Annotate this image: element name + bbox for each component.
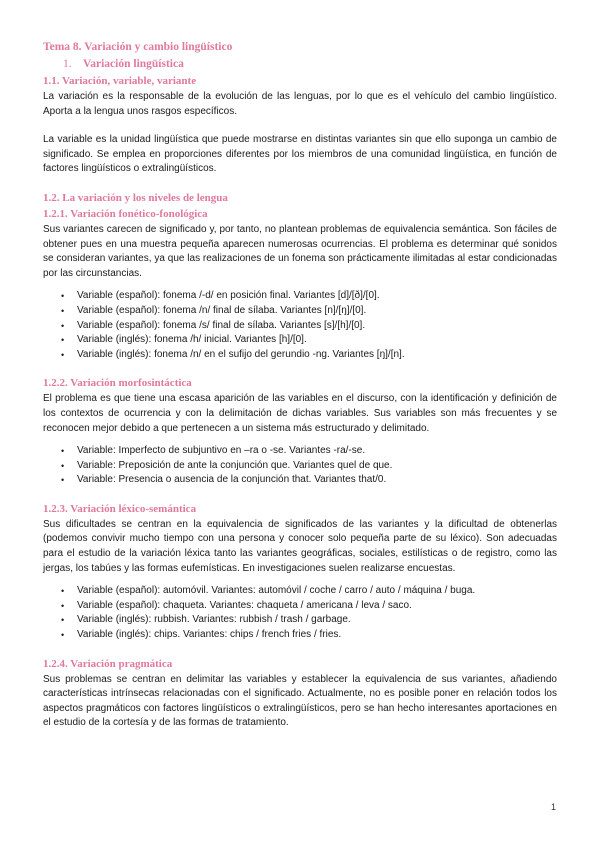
bullet-icon: • (61, 586, 65, 597)
bullet-icon: • (61, 615, 65, 626)
bullet-icon: • (61, 446, 65, 457)
list-item: • Variable (español): fonema /n/ final de sílaba. Variantes [n]/[ŋ]/[0]. (61, 304, 557, 319)
page-number: 1 (550, 802, 556, 812)
list-item: • Variable (inglés): fonema /h/ inicial. Variantes [h]/[0]. (61, 333, 557, 348)
list-item: • Variable (español): automóvil. Variantes: automóvil / coche / carro / auto / máquina / buga. (61, 584, 557, 599)
section-1-2-2-list (43, 444, 557, 488)
list-item: • Variable: Presencia o ausencia de la conjunción that. Variantes that/0. (61, 473, 557, 488)
bullet-icon: • (61, 600, 65, 611)
section-1-1-paragraph-1: La variación es la responsable de la evolución de las lenguas, por lo que es el vehículo del cambio lingüístico. Aporta a la lengua unos rasgos específicos. (43, 91, 557, 117)
list-item: • Variable (español): chaqueta. Variantes: chaqueta / americana / leva / saco. (61, 599, 557, 614)
section-1-2-2-paragraph: El problema es que tiene una escasa aparición de las variables en el discurso, con la identificación y definición de los contextos de ocurrencia y con la delimitación de dichas variables. Sus variables son más frecuentes y se reconocen mejor debido a que pertenecen a un sistema más estructurado y delimitado. (43, 393, 557, 434)
list-item: • Variable (inglés): chips. Variantes: chips / french fries / fries. (61, 628, 557, 643)
section-1-2-4-paragraph: Sus problemas se centran en delimitar las variables y establecer la equivalencia de sus variantes, añadiendo características intrínsecas relacionadas con el significado. Actualmente, no es posible poner en relación todos los aspectos pragmáticos con factores lingüísticos o extralingüísticos, pero se han hecho interesantes aportaciones en el estudio de la cortesía y de las formas de tratamiento. (43, 673, 557, 729)
list-item: • Variable: Preposición de ante la conjunción que. Variantes quel de que. (61, 459, 557, 474)
section-1-1-paragraph-2: La variable es la unidad lingüística que puede mostrarse en distintas variantes sin que ello suponga un cambio de significado. Se emplea en proporciones diferentes por los miembros de una comunidad lingüística, en función de factores lingüísticos o extralingüísticos. (43, 134, 557, 175)
bullet-icon: • (61, 320, 65, 331)
section-1-2-2-heading: 1.2.2. Variación morfosintáctica (43, 377, 192, 390)
bullet-icon: • (61, 291, 65, 302)
bullet-icon: • (61, 460, 65, 471)
section-1-2-1-list (43, 289, 557, 362)
bullet-icon: • (61, 349, 65, 360)
document-page (43, 40, 557, 731)
list-item: • Variable (español): fonema /s/ final de sílaba. Variantes [s]/[h]/[0]. (61, 319, 557, 334)
list-item: • Variable (español): fonema /-d/ en posición final. Variantes [d]/[ð]/[0]. (61, 289, 557, 304)
bullet-icon: • (61, 630, 65, 641)
section-1-1-heading: 1.1. Variación, variable, variante (43, 75, 197, 87)
section-1-label: Variación lingüística (83, 58, 184, 70)
list-item: • Variable (inglés): fonema /n/ en el sufijo del gerundio -ng. Variantes [ŋ]/[n]. (61, 348, 557, 363)
section-1-2-4-heading: 1.2.4. Variación pragmática (43, 657, 173, 670)
section-1-2-1-heading: 1.2.1. Variación fonético-fonológica (43, 207, 208, 220)
section-1-2-1-paragraph: Sus variantes carecen de significado y, por tanto, no plantean problemas de equivalencia semántica. Son fáciles de obtener pues en una muestra pequeña aparecen numerosas ocurrencias. El problema es determinar qué sonidos se consideran variantes, ya que las realizaciones de un fonema son prácticamente ilimitadas al estar condicionadas por las circunstancias. (43, 223, 557, 279)
bullet-icon: • (61, 305, 65, 316)
section-1-2-3-heading: 1.2.3. Variación léxico-semántica (43, 502, 197, 515)
list-item: • Variable: Imperfecto de subjuntivo en –ra o -se. Variantes -ra/-se. (61, 444, 557, 459)
section-1-2-3-paragraph: Sus dificultades se centran en la equivalencia de significados de las variantes y la dificultad de obtenerlas (podemos convivir mucho tiempo con una persona y conocer solo pequeña parte de su léxico). Son adecuadas para el estudio de la variación léxica tanto las variantes geográficas, sociales, estilísticas o de registro, como las jergas, los tabúes y las formas eufemísticas. En investigaciones suelen realizarse encuestas. (43, 518, 557, 574)
section-1-number: 1. (63, 58, 72, 70)
document-title: Tema 8. Variación y cambio lingüístico (43, 41, 233, 53)
section-1-2-heading: 1.2. La variación y los niveles de lengua (43, 191, 228, 204)
list-item: • Variable (inglés): rubbish. Variantes: rubbish / trash / garbage. (61, 613, 557, 628)
bullet-icon: • (61, 335, 65, 346)
section-1-heading (43, 57, 557, 71)
section-1-2-3-list (43, 584, 557, 642)
bullet-icon: • (61, 475, 65, 486)
